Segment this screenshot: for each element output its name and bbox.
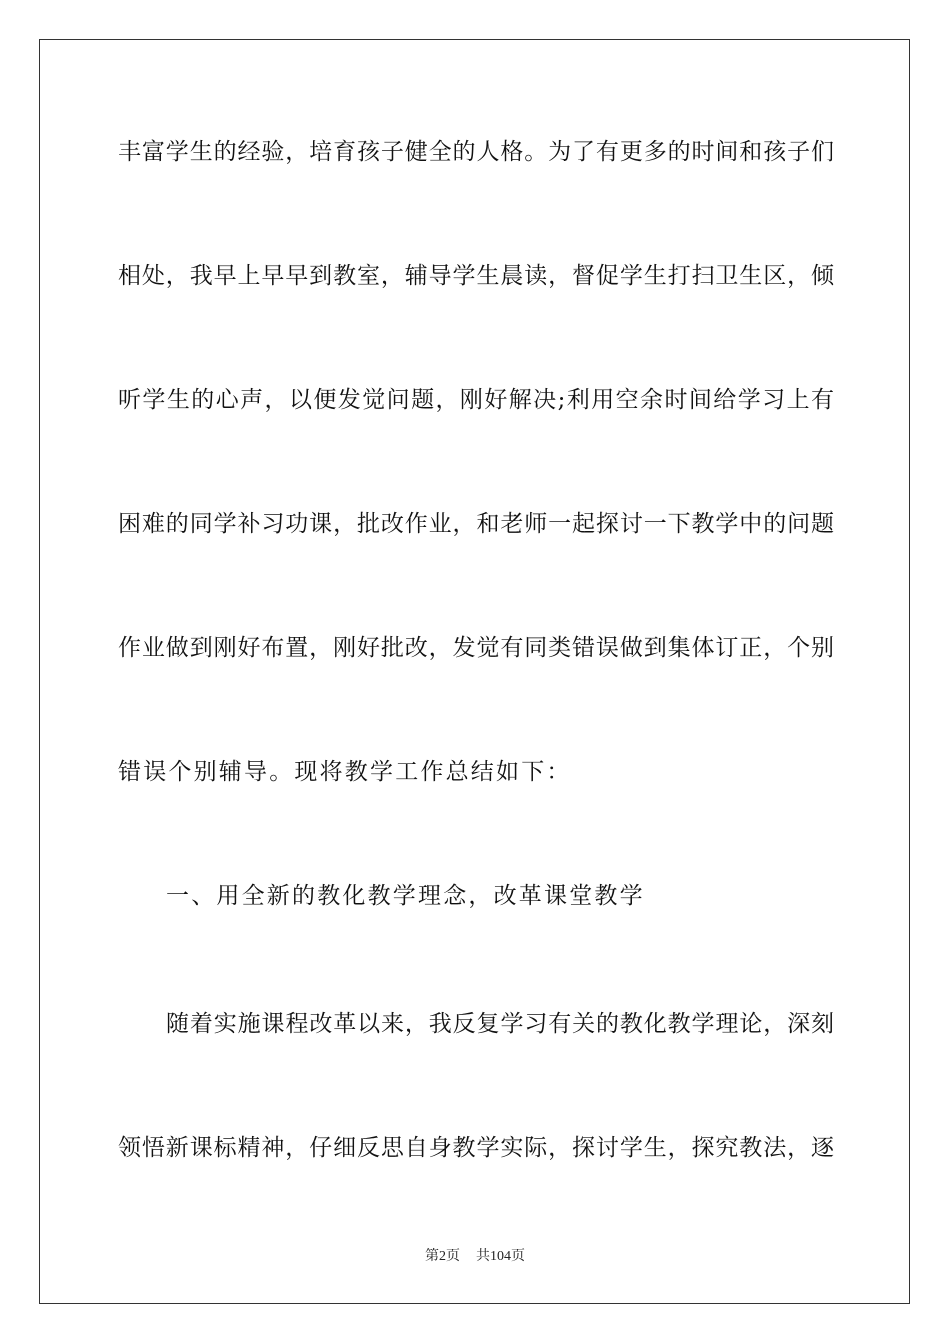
- section-heading: 一、用全新的教化教学理念，改革课堂教学: [166, 883, 645, 909]
- body-text-line: 错误个别辅导。现将教学工作总结如下：: [118, 759, 572, 785]
- page-frame: [39, 39, 910, 1304]
- body-text-line: 困难的同学补习功课，批改作业，和老师一起探讨一下教学中的问题: [118, 511, 834, 537]
- body-text-line: 作业做到刚好布置，刚好批改，发觉有同类错误做到集体订正，个别: [118, 635, 834, 661]
- body-text-line: 丰富学生的经验，培育孩子健全的人格。为了有更多的时间和孩子们: [118, 139, 834, 165]
- body-text-line: 随着实施课程改革以来，我反复学习有关的教化教学理论，深刻: [166, 1011, 834, 1037]
- page-number: 第2页: [425, 1249, 460, 1264]
- body-text-line: 相处，我早上早早到教室，辅导学生晨读，督促学生打扫卫生区，倾: [118, 263, 834, 289]
- body-text-line: 领悟新课标精神，仔细反思自身教学实际，探讨学生，探究教法，逐: [118, 1135, 834, 1161]
- page-total: 共104页: [476, 1249, 525, 1264]
- body-text-line: 听学生的心声，以便发觉问题，刚好解决;利用空余时间给学习上有: [118, 387, 834, 413]
- page-footer: [0, 1248, 950, 1266]
